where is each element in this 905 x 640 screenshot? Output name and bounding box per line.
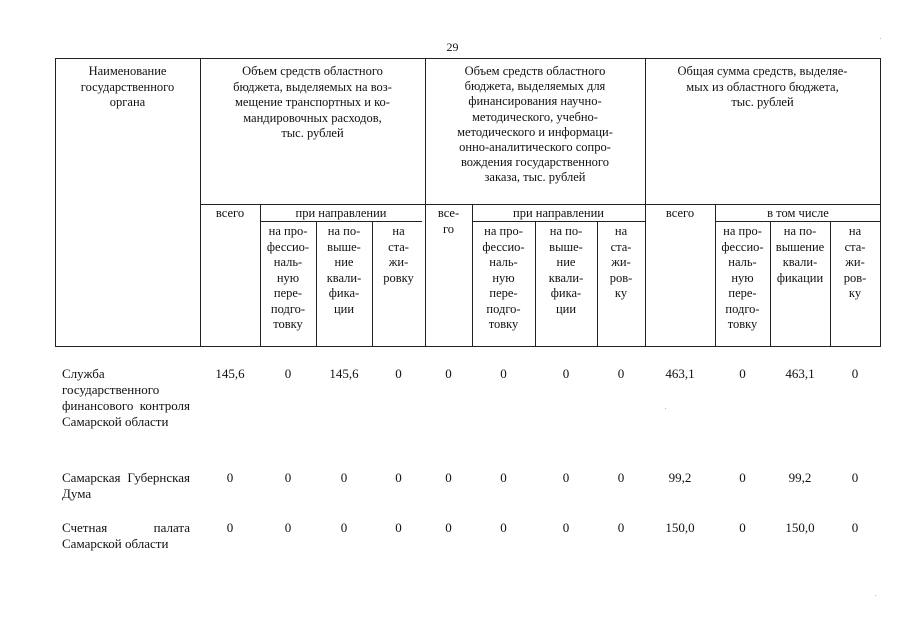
header-qualification: фика-: [550, 286, 582, 300]
header-retraining: фессио-: [721, 239, 764, 254]
header-qualification: ние: [334, 255, 354, 269]
table-cell-value: 0: [395, 470, 402, 485]
header-travel-expenses: бюджета, выделяемых на воз-: [233, 79, 392, 94]
table-cell-value: 0: [617, 470, 625, 485]
table-cell-value: 0: [340, 470, 348, 485]
header-qualification: выше-: [327, 239, 361, 254]
header-retraining: ную: [731, 270, 754, 285]
header-travel-expenses: мещение транспортных и ко-: [235, 95, 390, 109]
header-methodical-support: вождения государственного: [460, 155, 610, 170]
header-total-sum: мых из областного бюджета,: [686, 79, 839, 94]
table-cell-value: 0: [395, 520, 402, 535]
table-cell-value: 0: [617, 520, 625, 535]
table-cell-value: 0: [284, 366, 292, 381]
header-total: го: [442, 221, 455, 236]
header-internship: ста-: [388, 239, 409, 254]
header-qualification: квали-: [782, 255, 818, 269]
header-retraining: наль-: [273, 255, 303, 269]
table-cell-value: 0: [851, 366, 859, 381]
table-cell-value: 0: [340, 520, 348, 535]
header-qualification: вышение: [775, 239, 825, 254]
header-by-direction: при направлении: [513, 206, 604, 220]
header-methodical-support: финансирования научно-: [468, 94, 602, 109]
header-internship: жи-: [845, 255, 865, 269]
table-cell-value: 0: [851, 520, 859, 535]
header-retraining: на про-: [723, 224, 762, 238]
table-cell-value: 0: [851, 470, 859, 485]
header-retraining: пере-: [273, 286, 303, 300]
header-retraining: подго-: [486, 301, 521, 316]
table-cell-value: 0: [445, 366, 452, 381]
column-border: [880, 58, 881, 347]
header-retraining: на про-: [268, 224, 308, 238]
table-cell-value: 0: [500, 520, 507, 535]
header-retraining: пере-: [728, 286, 757, 300]
table-cell-value: 0: [562, 470, 570, 485]
header-org-name: государственного: [80, 79, 175, 94]
header-retraining: подго-: [725, 301, 760, 316]
table-cell-value: 0: [562, 520, 570, 535]
header-internship: ровку: [383, 270, 414, 285]
table-cell-value: 0: [500, 366, 507, 381]
scan-speck: [880, 38, 881, 39]
table-cell-value: 0: [445, 470, 452, 485]
group-divider-line: [200, 204, 881, 205]
table-cell-value: 145,6: [215, 366, 245, 381]
header-total: все-: [437, 206, 460, 220]
table-cell-value: 0: [226, 470, 234, 485]
row-org-name: Самарская Губернская Дума: [62, 470, 190, 501]
header-methodical-support: заказа, тыс. рублей: [484, 170, 586, 185]
scan-speck: [665, 408, 666, 409]
table-cell-value: 463,1: [665, 366, 695, 381]
header-methodical-support: методического и информаци-: [457, 124, 613, 139]
header-retraining: товку: [488, 317, 519, 331]
header-retraining: фессио-: [482, 239, 525, 254]
header-qualification: квали-: [548, 270, 584, 285]
header-by-direction: при направлении: [295, 206, 387, 220]
header-retraining: ную: [492, 270, 515, 285]
table-cell-value: 150,0: [785, 520, 815, 535]
header-internship: на: [614, 224, 628, 238]
header-qualification: на по-: [783, 224, 817, 238]
header-total-sum: Общая сумма средств, выделяе-: [677, 64, 848, 78]
table-cell-value: 99,2: [788, 470, 812, 485]
header-total: всего: [215, 206, 245, 220]
table-cell-value: 0: [562, 366, 570, 381]
header-retraining: ную: [276, 270, 300, 285]
header-methodical-support: методического, учебно-: [472, 109, 598, 124]
header-internship: ров-: [609, 270, 633, 285]
header-retraining: пере-: [489, 286, 518, 300]
table-cell-value: 99,2: [668, 470, 692, 485]
header-qualification: ции: [555, 301, 577, 316]
table-cell-value: 0: [739, 520, 746, 535]
header-travel-expenses: тыс. рублей: [281, 126, 344, 140]
header-methodical-support: Объем средств областного: [464, 64, 606, 78]
scan-speck: [875, 595, 876, 596]
header-qualification: ции: [333, 301, 355, 316]
table-cell-value: 0: [284, 520, 292, 535]
header-qualification: квали-: [326, 270, 362, 285]
header-retraining: подго-: [270, 301, 306, 316]
table-cell-value: 0: [284, 470, 292, 485]
table-top-border: [55, 58, 881, 59]
table-cell-value: 0: [395, 366, 402, 381]
header-internship: на: [848, 224, 862, 238]
header-retraining: наль-: [489, 255, 518, 269]
row-org-name: Счетная палата Самарской области: [62, 520, 190, 551]
table-cell-value: 150,0: [665, 520, 695, 535]
header-internship: на: [392, 224, 405, 238]
table-cell-value: 463,1: [785, 366, 815, 381]
page-number: 29: [446, 40, 459, 54]
table-cell-value: 0: [445, 520, 452, 535]
header-internship: ста-: [844, 239, 866, 254]
header-retraining: фессио-: [266, 239, 310, 254]
header-qualification: выше-: [549, 239, 583, 254]
header-qualification: фикации: [776, 270, 824, 285]
row-org-name: Служба государственного финансового контроля Самарской области: [62, 366, 190, 429]
header-total: всего: [665, 206, 695, 220]
header-qualification: ние: [556, 255, 576, 269]
header-retraining: товку: [273, 317, 303, 331]
header-internship: ку: [614, 286, 628, 300]
table-cell-value: 145,6: [329, 366, 359, 381]
table-cell-value: 0: [739, 366, 746, 381]
header-qualification: фика-: [328, 286, 360, 300]
table-cell-value: 0: [500, 470, 507, 485]
table-cell-value: 0: [617, 366, 625, 381]
header-retraining: наль-: [728, 255, 757, 269]
header-methodical-support: онно-аналитического сопро-: [459, 140, 611, 154]
header-internship: ров-: [843, 270, 867, 285]
header-internship: жи-: [611, 255, 631, 269]
table-cell-value: 0: [739, 470, 746, 485]
header-retraining: на про-: [484, 224, 523, 238]
header-internship: жи-: [388, 255, 409, 269]
header-internship: ста-: [610, 239, 632, 254]
header-retraining: товку: [727, 317, 758, 331]
header-travel-expenses: мандировочных расходов,: [243, 110, 382, 125]
header-qualification: на по-: [327, 224, 361, 238]
header-methodical-support: бюджета, выделяемых для: [464, 79, 606, 94]
header-including: в том числе: [767, 206, 829, 220]
header-org-name: Наименование: [88, 64, 167, 78]
header-org-name: органа: [109, 95, 146, 109]
header-total-sum: тыс. рублей: [731, 95, 794, 109]
header-qualification: на по-: [549, 224, 583, 238]
header-internship: ку: [848, 286, 862, 300]
header-bottom-border: [55, 346, 881, 347]
header-travel-expenses: Объем средств областного: [242, 64, 383, 78]
table-cell-value: 0: [226, 520, 234, 535]
